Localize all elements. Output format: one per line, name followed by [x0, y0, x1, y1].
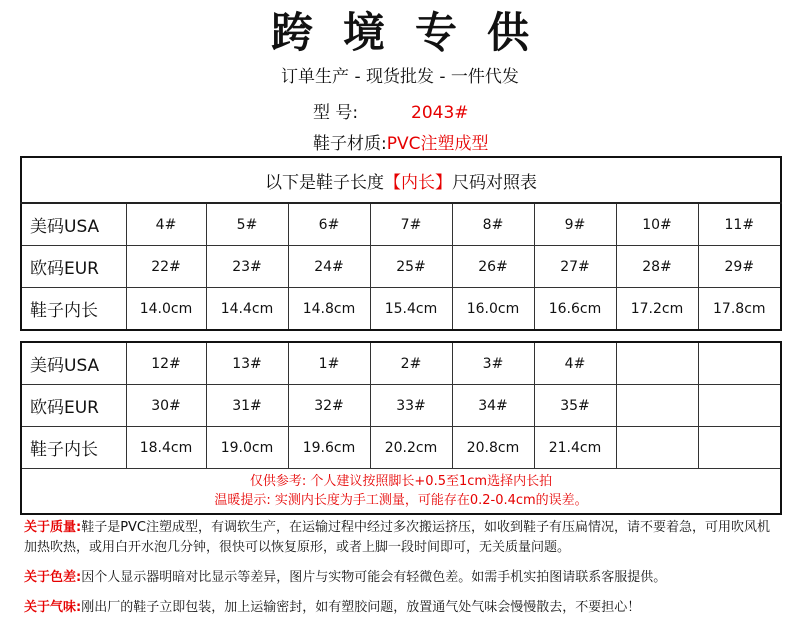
table-cell: 24# — [288, 246, 370, 288]
table-cell: 20.8cm — [452, 427, 534, 469]
table-cell — [616, 342, 698, 385]
table-cell: 4# — [126, 203, 206, 246]
material-line — [313, 133, 489, 155]
table-cell: 32# — [288, 385, 370, 427]
table-cell: 21.4cm — [534, 427, 616, 469]
table-cell: 7# — [370, 203, 452, 246]
table-row-length — [21, 288, 781, 331]
table-cell: 31# — [206, 385, 288, 427]
table-cell — [698, 427, 781, 469]
table-cell: 26# — [452, 246, 534, 288]
table-row-eur — [21, 246, 781, 288]
table-cell: 17.8cm — [698, 288, 781, 331]
model-label: 型 号: — [313, 103, 359, 123]
table-cell: 27# — [534, 246, 616, 288]
table-cell: 14.0cm — [126, 288, 206, 331]
table-cell: 15.4cm — [370, 288, 452, 331]
quality-text: 鞋子是PVC注塑成型，有调软生产，在运输过程中经过多次搬运挤压，如收到鞋子有压扁情况，请不要着急，可用吹风机加热吹热，或用白开水泡几分钟，很快可以恢复原形，或者上脚一段时间即可，无关质量问题。 — [24, 520, 771, 555]
material-label: 鞋子材质: — [313, 134, 387, 154]
table-cell: 16.0cm — [452, 288, 534, 331]
row-label: 美码USA — [21, 342, 126, 385]
color-tag: 关于色差: — [24, 570, 82, 585]
table-cell: 2# — [370, 342, 452, 385]
table-title-row — [21, 157, 781, 203]
table-cell: 14.4cm — [206, 288, 288, 331]
table-cell: 22# — [126, 246, 206, 288]
page-title: 跨境专供 — [270, 8, 559, 57]
measurement-note: 温暖提示: 实测内长度为手工测量，可能存在0.2-0.4cm的误差。 — [214, 493, 588, 508]
table-cell — [698, 342, 781, 385]
row-label: 欧码EUR — [21, 385, 126, 427]
table-cell: 5# — [206, 203, 288, 246]
size-chart-table-2 — [20, 341, 782, 515]
table-cell: 4# — [534, 342, 616, 385]
table-cell: 19.6cm — [288, 427, 370, 469]
table-notes — [21, 469, 781, 515]
table-cell: 33# — [370, 385, 452, 427]
smell-text: 刚出厂的鞋子立即包装，加上运输密封，如有塑胶问题，放置通气处气味会慢慢散去，不要担心！ — [81, 600, 641, 615]
table-cell: 20.2cm — [370, 427, 452, 469]
reference-note: 仅供参考: 个人建议按照脚长+0.5至1cm选择内长拍 — [249, 474, 553, 489]
table-cell: 35# — [534, 385, 616, 427]
page-subtitle: 订单生产 - 现货批发 - 一件代发 — [281, 67, 519, 87]
table-row-length — [21, 427, 781, 469]
table-row-usa — [21, 203, 781, 246]
table-cell: 19.0cm — [206, 427, 288, 469]
model-value: 2043# — [411, 103, 469, 123]
table-cell — [616, 385, 698, 427]
table-cell: 34# — [452, 385, 534, 427]
table-cell: 14.8cm — [288, 288, 370, 331]
table-cell: 8# — [452, 203, 534, 246]
table-cell: 16.6cm — [534, 288, 616, 331]
table-cell: 29# — [698, 246, 781, 288]
table-cell: 17.2cm — [616, 288, 698, 331]
table-cell: 28# — [616, 246, 698, 288]
row-label: 鞋子内长 — [21, 427, 126, 469]
table-cell: 30# — [126, 385, 206, 427]
table-cell: 1# — [288, 342, 370, 385]
table-cell: 12# — [126, 342, 206, 385]
quality-note — [24, 518, 780, 558]
table-row-eur — [21, 385, 781, 427]
table-notes-row — [21, 469, 781, 515]
table-cell: 11# — [698, 203, 781, 246]
quality-tag: 关于质量: — [24, 520, 82, 535]
material-value: PVC注塑成型 — [386, 134, 489, 154]
table-title-highlight: 【内长】 — [384, 172, 453, 193]
row-label: 欧码EUR — [21, 246, 126, 288]
table-title-prefix: 以下是鞋子长度 — [265, 172, 385, 193]
table-title-suffix: 尺码对照表 — [452, 172, 538, 193]
table-cell: 25# — [370, 246, 452, 288]
model-line — [313, 102, 469, 124]
color-text: 因个人显示器明暗对比显示等差异，图片与实物可能会有轻微色差。如需手机实拍图请联系客服提供。 — [81, 570, 667, 585]
table-cell: 9# — [534, 203, 616, 246]
size-chart-table-1 — [20, 156, 782, 331]
table-cell — [698, 385, 781, 427]
table-cell: 23# — [206, 246, 288, 288]
color-note — [24, 568, 780, 588]
row-label: 鞋子内长 — [21, 288, 126, 331]
table-title — [21, 157, 781, 203]
row-label: 美码USA — [21, 203, 126, 246]
table-cell — [616, 427, 698, 469]
table-cell: 3# — [452, 342, 534, 385]
table-cell: 13# — [206, 342, 288, 385]
smell-tag: 关于气味: — [24, 600, 82, 615]
table-cell: 10# — [616, 203, 698, 246]
table-cell: 18.4cm — [126, 427, 206, 469]
table-row-usa — [21, 342, 781, 385]
table-cell: 6# — [288, 203, 370, 246]
smell-note — [24, 598, 780, 618]
